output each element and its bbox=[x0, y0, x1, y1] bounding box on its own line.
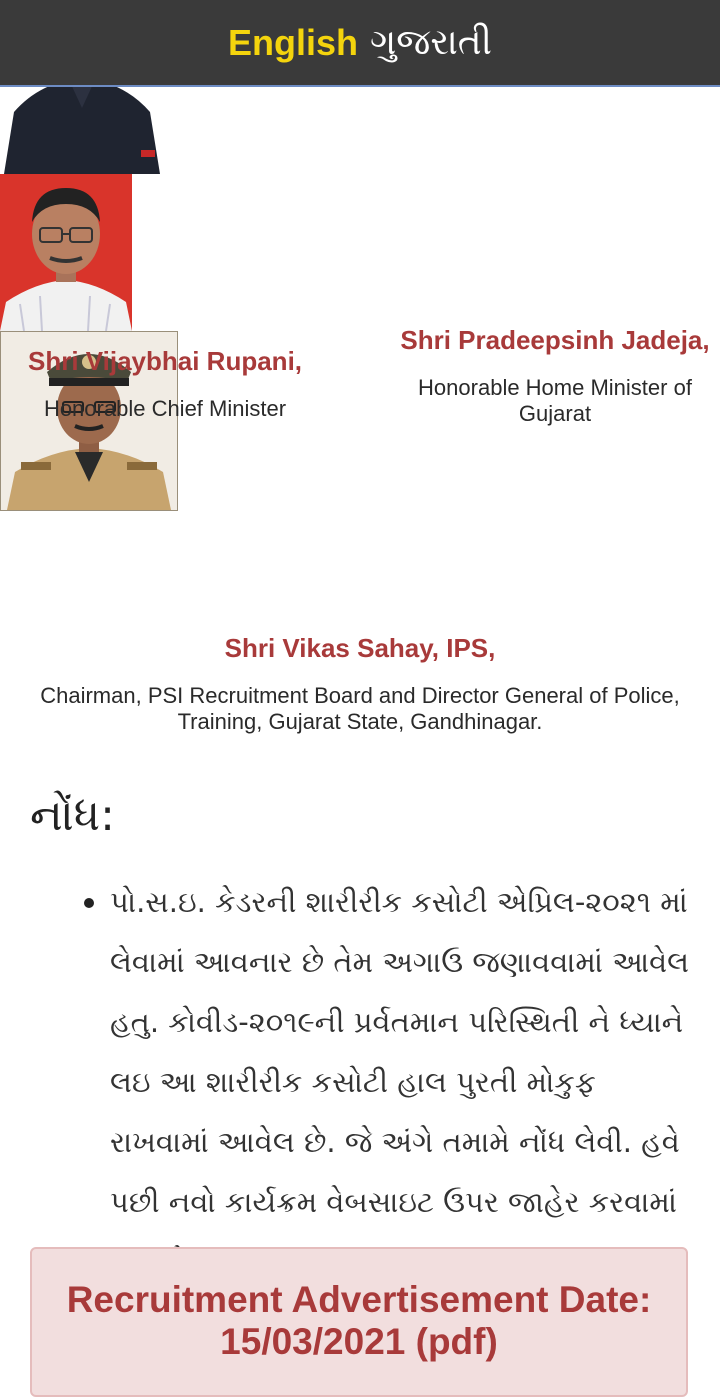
list-item bbox=[84, 872, 694, 1292]
note-text: પો.સ.ઇ. કેડરની શારીરીક કસોટી એપ્રિલ-૨૦૨૧ માં લેવામાં આવનાર છે તેમ અગાઉ જણાવવામાં આવેલ હતુ. કોવીડ-૨૦૧૯ની પ્રર્વતમાન પરિસ્થિતી ને ધ્યાને લઇ આ શારીરીક કસોટી હાલ પુરતી મોકુફ રાખવામાં આવેલ છે. જે અંગે તમામે નોંધ લેવી. હવે પછી નવો કાર્યક્રમ વેબસાઇટ ઉપર જાહેર કરવામાં bbox=[110, 885, 690, 1219]
bullet-icon bbox=[84, 898, 94, 908]
recruitment-advert-box bbox=[30, 1247, 688, 1397]
dignitary-role: Honorable Home Minister of Gujarat bbox=[418, 375, 692, 426]
lang-english-link[interactable]: English bbox=[228, 21, 359, 63]
note-list bbox=[84, 872, 694, 1292]
dignitary-role: Honorable Chief Minister bbox=[43, 396, 287, 421]
dignitary-name: Shri Vikas Sahay, IPS, bbox=[224, 633, 496, 663]
recruitment-advert-link[interactable]: Recruitment Advertisement Date: 15/03/2021 (pdf) bbox=[66, 1279, 652, 1362]
lang-gujarati-link[interactable]: ગુજરાતી bbox=[370, 21, 492, 63]
photo-home-minister bbox=[0, 174, 132, 331]
dignitary-name: Shri Pradeepsinh Jadeja, bbox=[400, 325, 710, 355]
language-bar bbox=[0, 0, 720, 87]
note-heading: નોંધ: bbox=[30, 790, 116, 841]
dignitary-role: Chairman, PSI Recruitment Board and Director General of Police, Training, Gujarat State, Gandhinagar. bbox=[40, 683, 680, 734]
dignitary-name: Shri Vijaybhai Rupani, bbox=[27, 346, 303, 376]
portrait-icon bbox=[0, 174, 132, 331]
